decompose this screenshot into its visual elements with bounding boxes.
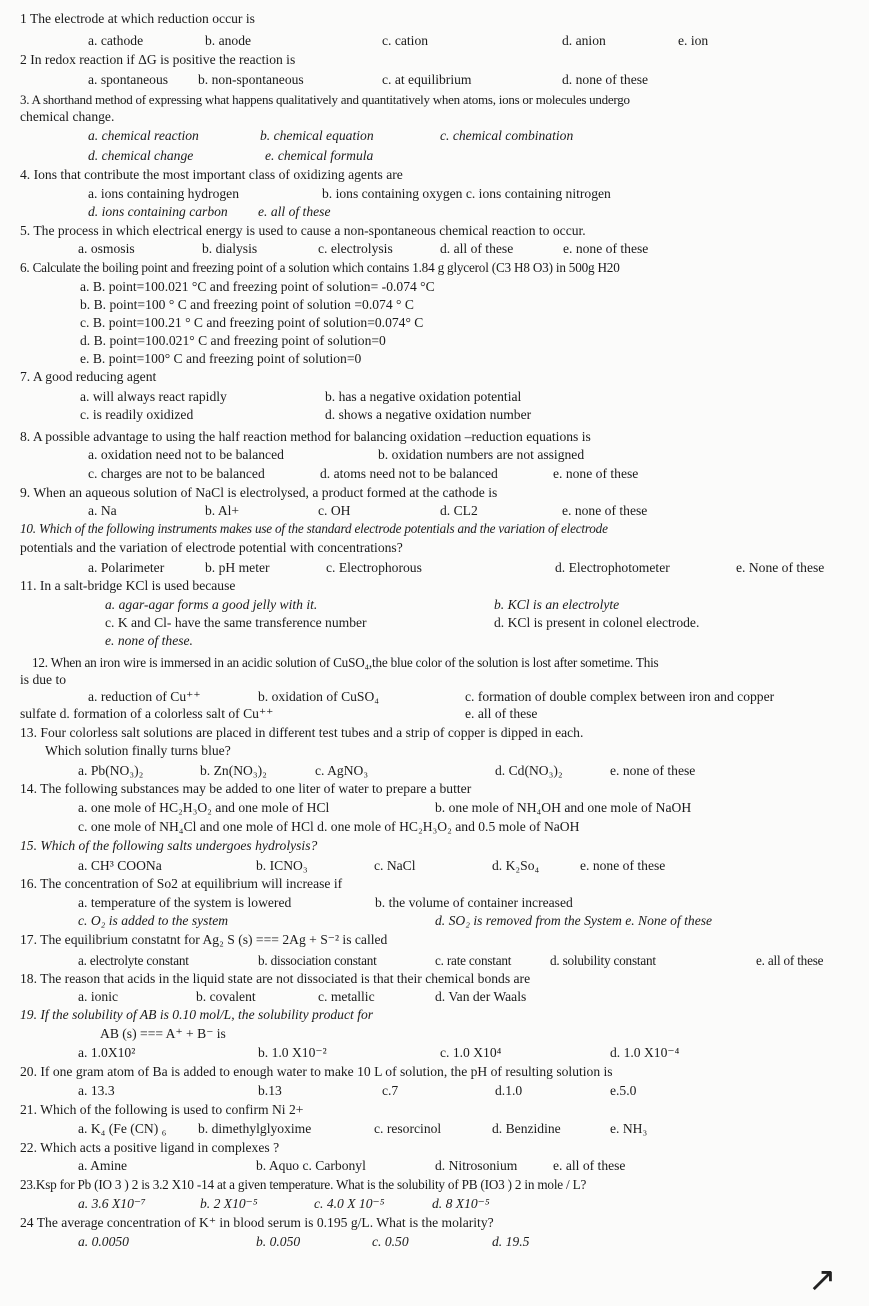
- q19-option-b: b. 1.0 X10⁻²: [258, 1045, 327, 1060]
- q17-option-b: b. dissociation constant: [258, 953, 377, 968]
- q11-option-a: a. agar-agar forms a good jelly with it.: [105, 597, 318, 612]
- q3-option-a: a. chemical reaction: [88, 128, 199, 143]
- q13-option-d: d. Cd(NO₃)₂: [495, 763, 563, 778]
- q9-option-a: a. Na: [88, 503, 117, 518]
- q22-stem: 22. Which acts a positive ligand in complexes ?: [20, 1140, 280, 1155]
- q7-option-d: d. shows a negative oxidation number: [325, 407, 532, 422]
- q5-option-c: c. electrolysis: [318, 241, 393, 256]
- q16-option-de: d. SO₂ is removed from the System e. None of these: [435, 913, 713, 928]
- q14-stem: 14. The following substances may be added to one liter of water to prepare a butter: [20, 781, 472, 796]
- q11-option-c: c. K and Cl- have the same transference number: [105, 615, 367, 630]
- q3-stem-line1: 3. A shorthand method of expressing what happens qualitatively and quantitatively when atoms, ions or molecules undergo: [20, 92, 630, 107]
- q10-option-b: b. pH meter: [205, 560, 270, 575]
- q2-option-c: c. at equilibrium: [382, 72, 472, 87]
- q20-option-d: d.1.0: [495, 1083, 523, 1098]
- q8-option-e: e. none of these: [553, 466, 639, 481]
- q15-option-c: c. NaCl: [374, 858, 416, 873]
- q23-option-c: c. 4.0 X 10⁻⁵: [314, 1196, 385, 1211]
- q21-option-c: c. resorcinol: [374, 1121, 442, 1136]
- q19-option-a: a. 1.0X10²: [78, 1045, 136, 1060]
- q7-option-c: c. is readily oxidized: [80, 407, 194, 422]
- q16-option-a: a. temperature of the system is lowered: [78, 895, 292, 910]
- q15-option-d: d. K₂So₄: [492, 858, 540, 873]
- q9-option-d: d. CL2: [440, 503, 478, 518]
- q5-stem: 5. The process in which electrical energy is used to cause a non-spontaneous chemical reaction to occur.: [20, 223, 586, 238]
- q19-option-c: c. 1.0 X10⁴: [440, 1045, 502, 1060]
- q12-stem-line1: 12. When an iron wire is immersed in an acidic solution of CuSO₄,the blue color of the solution is lost after sometime. This: [32, 655, 659, 670]
- q10-stem-line2: potentials and the variation of electrode potential with concentrations?: [20, 540, 403, 555]
- q8-option-b: b. oxidation numbers are not assigned: [378, 447, 585, 462]
- q16-option-b: b. the volume of container increased: [375, 895, 573, 910]
- q13-option-e: e. none of these: [610, 763, 696, 778]
- q21-option-d: d. Benzidine: [492, 1121, 561, 1136]
- q22-option-d: d. Nitrosonium: [435, 1158, 518, 1173]
- q17-option-d: d. solubility constant: [550, 953, 656, 968]
- q3-option-e: e. chemical formula: [265, 148, 374, 163]
- q13-option-c: c. AgNO₃: [315, 763, 369, 778]
- q4-option-a: a. ions containing hydrogen: [88, 186, 240, 201]
- q17-stem: 17. The equilibrium constatnt for Ag₂ S (s) === 2Ag + S⁻² is called: [20, 932, 388, 947]
- q13-option-b: b. Zn(NO₃)₂: [200, 763, 267, 778]
- q1-option-c: c. cation: [382, 33, 429, 48]
- q17-option-a: a. electrolyte constant: [78, 953, 189, 968]
- q8-stem: 8. A possible advantage to using the half reaction method for balancing oxidation –reduction equations is: [20, 429, 591, 444]
- q7-option-b: b. has a negative oxidation potential: [325, 389, 522, 404]
- q21-option-e: e. NH₃: [610, 1121, 648, 1136]
- q24-option-c: c. 0.50: [372, 1234, 409, 1249]
- q8-option-d: d. atoms need not to be balanced: [320, 466, 498, 481]
- q1-option-b: b. anode: [205, 33, 252, 48]
- q3-option-c: c. chemical combination: [440, 128, 574, 143]
- q9-stem: 9. When an aqueous solution of NaCl is electrolysed, a product formed at the cathode is: [20, 485, 498, 500]
- q12-option-d: sulfate d. formation of a colorless salt of Cu⁺⁺: [20, 706, 274, 721]
- q11-option-b: b. KCl is an electrolyte: [494, 597, 620, 612]
- q18-stem: 18. The reason that acids in the liquid state are not dissociated is that their chemical bonds are: [20, 971, 531, 986]
- q15-option-a: a. CH³ COONa: [78, 858, 162, 873]
- q6-option-b: b. B. point=100 ° C and freezing point of solution =0.074 ° C: [80, 297, 414, 312]
- q23-stem: 23.Ksp for Pb (IO 3 ) 2 is 3.2 X10 -14 at a given temperature. What is the solubility of PB (IO3 ) 2 in mole / L?: [20, 1177, 587, 1192]
- q3-stem-line2: chemical change.: [20, 109, 115, 124]
- q18-option-b: b. covalent: [196, 989, 256, 1004]
- q6-option-c: c. B. point=100.21 ° C and freezing point of solution=0.074° C: [80, 315, 424, 330]
- q12-option-a: a. reduction of Cu⁺⁺: [88, 689, 201, 704]
- q5-option-e: e. none of these: [563, 241, 649, 256]
- q6-option-d: d. B. point=100.021° C and freezing point of solution=0: [80, 333, 386, 348]
- q21-option-a: a. K₄ (Fe (CN) ₆: [78, 1121, 167, 1136]
- q11-stem: 11. In a salt-bridge KCl is used because: [20, 578, 236, 593]
- q18-option-c: c. metallic: [318, 989, 375, 1004]
- q4-option-e: e. all of these: [258, 204, 331, 219]
- q24-option-a: a. 0.0050: [78, 1234, 129, 1249]
- q15-stem: 15. Which of the following salts undergoes hydrolysis?: [20, 838, 318, 853]
- q14-option-b: b. one mole of NH₄OH and one mole of NaOH: [435, 800, 692, 815]
- q16-stem: 16. The concentration of So2 at equilibrium will increase if: [20, 876, 343, 891]
- q4-option-d: d. ions containing carbon: [88, 204, 228, 219]
- q4-stem: 4. Ions that contribute the most important class of oxidizing agents are: [20, 167, 403, 182]
- q13-stem-line2: Which solution finally turns blue?: [45, 743, 231, 758]
- q12-option-c: c. formation of double complex between iron and copper: [465, 689, 775, 704]
- q15-option-b: b. ICNO₃: [256, 858, 308, 873]
- q9-option-b: b. Al+: [205, 503, 240, 518]
- q14-options-row2: c. one mole of NH₄Cl and one mole of HCl d. one mole of HC₂H₃O₂ and 0.5 mole of NaOH: [78, 819, 580, 834]
- q22-option-a: a. Amine: [78, 1158, 128, 1173]
- q2-option-b: b. non-spontaneous: [198, 72, 304, 87]
- q20-option-e: e.5.0: [610, 1083, 637, 1098]
- q13-stem-line1: 13. Four colorless salt solutions are placed in different test tubes and a strip of copper is dipped in each.: [20, 725, 584, 740]
- q10-option-e: e. None of these: [736, 560, 825, 575]
- q20-option-b: b.13: [258, 1083, 282, 1098]
- q8-option-a: a. oxidation need not to be balanced: [88, 447, 284, 462]
- q12-option-e: e. all of these: [465, 706, 538, 721]
- q24-option-b: b. 0.050: [256, 1234, 301, 1249]
- q24-stem: 24 The average concentration of K⁺ in blood serum is 0.195 g/L. What is the molarity?: [20, 1215, 494, 1230]
- q11-option-d: d. KCl is present in colonel electrode.: [494, 615, 700, 630]
- q13-option-a: a. Pb(NO₃)₂: [78, 763, 144, 778]
- q1-option-e: e. ion: [678, 33, 709, 48]
- q19-stem: 19. If the solubility of AB is 0.10 mol/L, the solubility product for: [20, 1007, 374, 1022]
- q20-option-a: a. 13.3: [78, 1083, 115, 1098]
- handwritten-arrow-mark: ↗: [808, 1260, 837, 1300]
- q21-stem: 21. Which of the following is used to confirm Ni 2+: [20, 1102, 304, 1117]
- q22-option-bc: b. Aquo c. Carbonyl: [256, 1158, 366, 1173]
- q10-option-d: d. Electrophotometer: [555, 560, 670, 575]
- q17-option-c: c. rate constant: [435, 953, 512, 968]
- q5-option-d: d. all of these: [440, 241, 514, 256]
- q9-option-e: e. none of these: [562, 503, 648, 518]
- q2-stem: 2 In redox reaction if ΔG is positive the reaction is: [20, 52, 296, 67]
- q24-option-d: d. 19.5: [492, 1234, 530, 1249]
- q15-option-e: e. none of these: [580, 858, 666, 873]
- q22-option-e: e. all of these: [553, 1158, 626, 1173]
- q5-option-a: a. osmosis: [78, 241, 135, 256]
- q7-option-a: a. will always react rapidly: [80, 389, 227, 404]
- q18-option-a: a. ionic: [78, 989, 119, 1004]
- q23-option-d: d. 8 X10⁻⁵: [432, 1196, 490, 1211]
- q19-option-d: d. 1.0 X10⁻⁴: [610, 1045, 680, 1060]
- q6-option-e: e. B. point=100° C and freezing point of solution=0: [80, 351, 362, 366]
- q17-option-e: e. all of these: [756, 953, 824, 968]
- q23-option-b: b. 2 X10⁻⁵: [200, 1196, 258, 1211]
- q10-option-a: a. Polarimeter: [88, 560, 165, 575]
- q2-option-a: a. spontaneous: [88, 72, 169, 87]
- q20-stem: 20. If one gram atom of Ba is added to enough water to make 10 L of solution, the pH of resulting solution is: [20, 1064, 613, 1079]
- q2-option-d: d. none of these: [562, 72, 649, 87]
- q14-option-a: a. one mole of HC₂H₃O₂ and one mole of HCl: [78, 800, 330, 815]
- q1-option-d: d. anion: [562, 33, 606, 48]
- q3-option-b: b. chemical equation: [260, 128, 374, 143]
- q23-option-a: a. 3.6 X10⁻⁷: [78, 1196, 146, 1211]
- q16-option-c: c. O₂ is added to the system: [78, 913, 229, 928]
- q12-option-b: b. oxidation of CuSO₄: [258, 689, 380, 704]
- q6-stem: 6. Calculate the boiling point and freezing point of a solution which contains 1.84 g glycerol (C3 H8 O3) in 500g H20: [20, 260, 620, 275]
- q20-option-c: c.7: [382, 1083, 399, 1098]
- q5-option-b: b. dialysis: [202, 241, 258, 256]
- q6-option-a: a. B. point=100.021 °C and freezing point of solution= -0.074 °C: [80, 279, 435, 294]
- q1-stem: 1 The electrode at which reduction occur is: [20, 11, 255, 26]
- q8-option-c: c. charges are not to be balanced: [88, 466, 265, 481]
- q7-stem: 7. A good reducing agent: [20, 369, 157, 384]
- q4-option-bc: b. ions containing oxygen c. ions containing nitrogen: [322, 186, 611, 201]
- q18-option-d: d. Van der Waals: [435, 989, 527, 1004]
- q19-equation: AB (s) === A⁺ + B⁻ is: [100, 1026, 226, 1041]
- q21-option-b: b. dimethylglyoxime: [198, 1121, 312, 1136]
- q10-option-c: c. Electrophorous: [326, 560, 422, 575]
- q1-option-a: a. cathode: [88, 33, 144, 48]
- q12-stem-line2: is due to: [20, 672, 67, 687]
- q9-option-c: c. OH: [318, 503, 351, 518]
- q11-option-e: e. none of these.: [105, 633, 193, 648]
- q3-option-d: d. chemical change: [88, 148, 194, 163]
- q10-stem-line1: 10. Which of the following instruments makes use of the standard electrode potentials and the variation of electrode: [20, 521, 608, 536]
